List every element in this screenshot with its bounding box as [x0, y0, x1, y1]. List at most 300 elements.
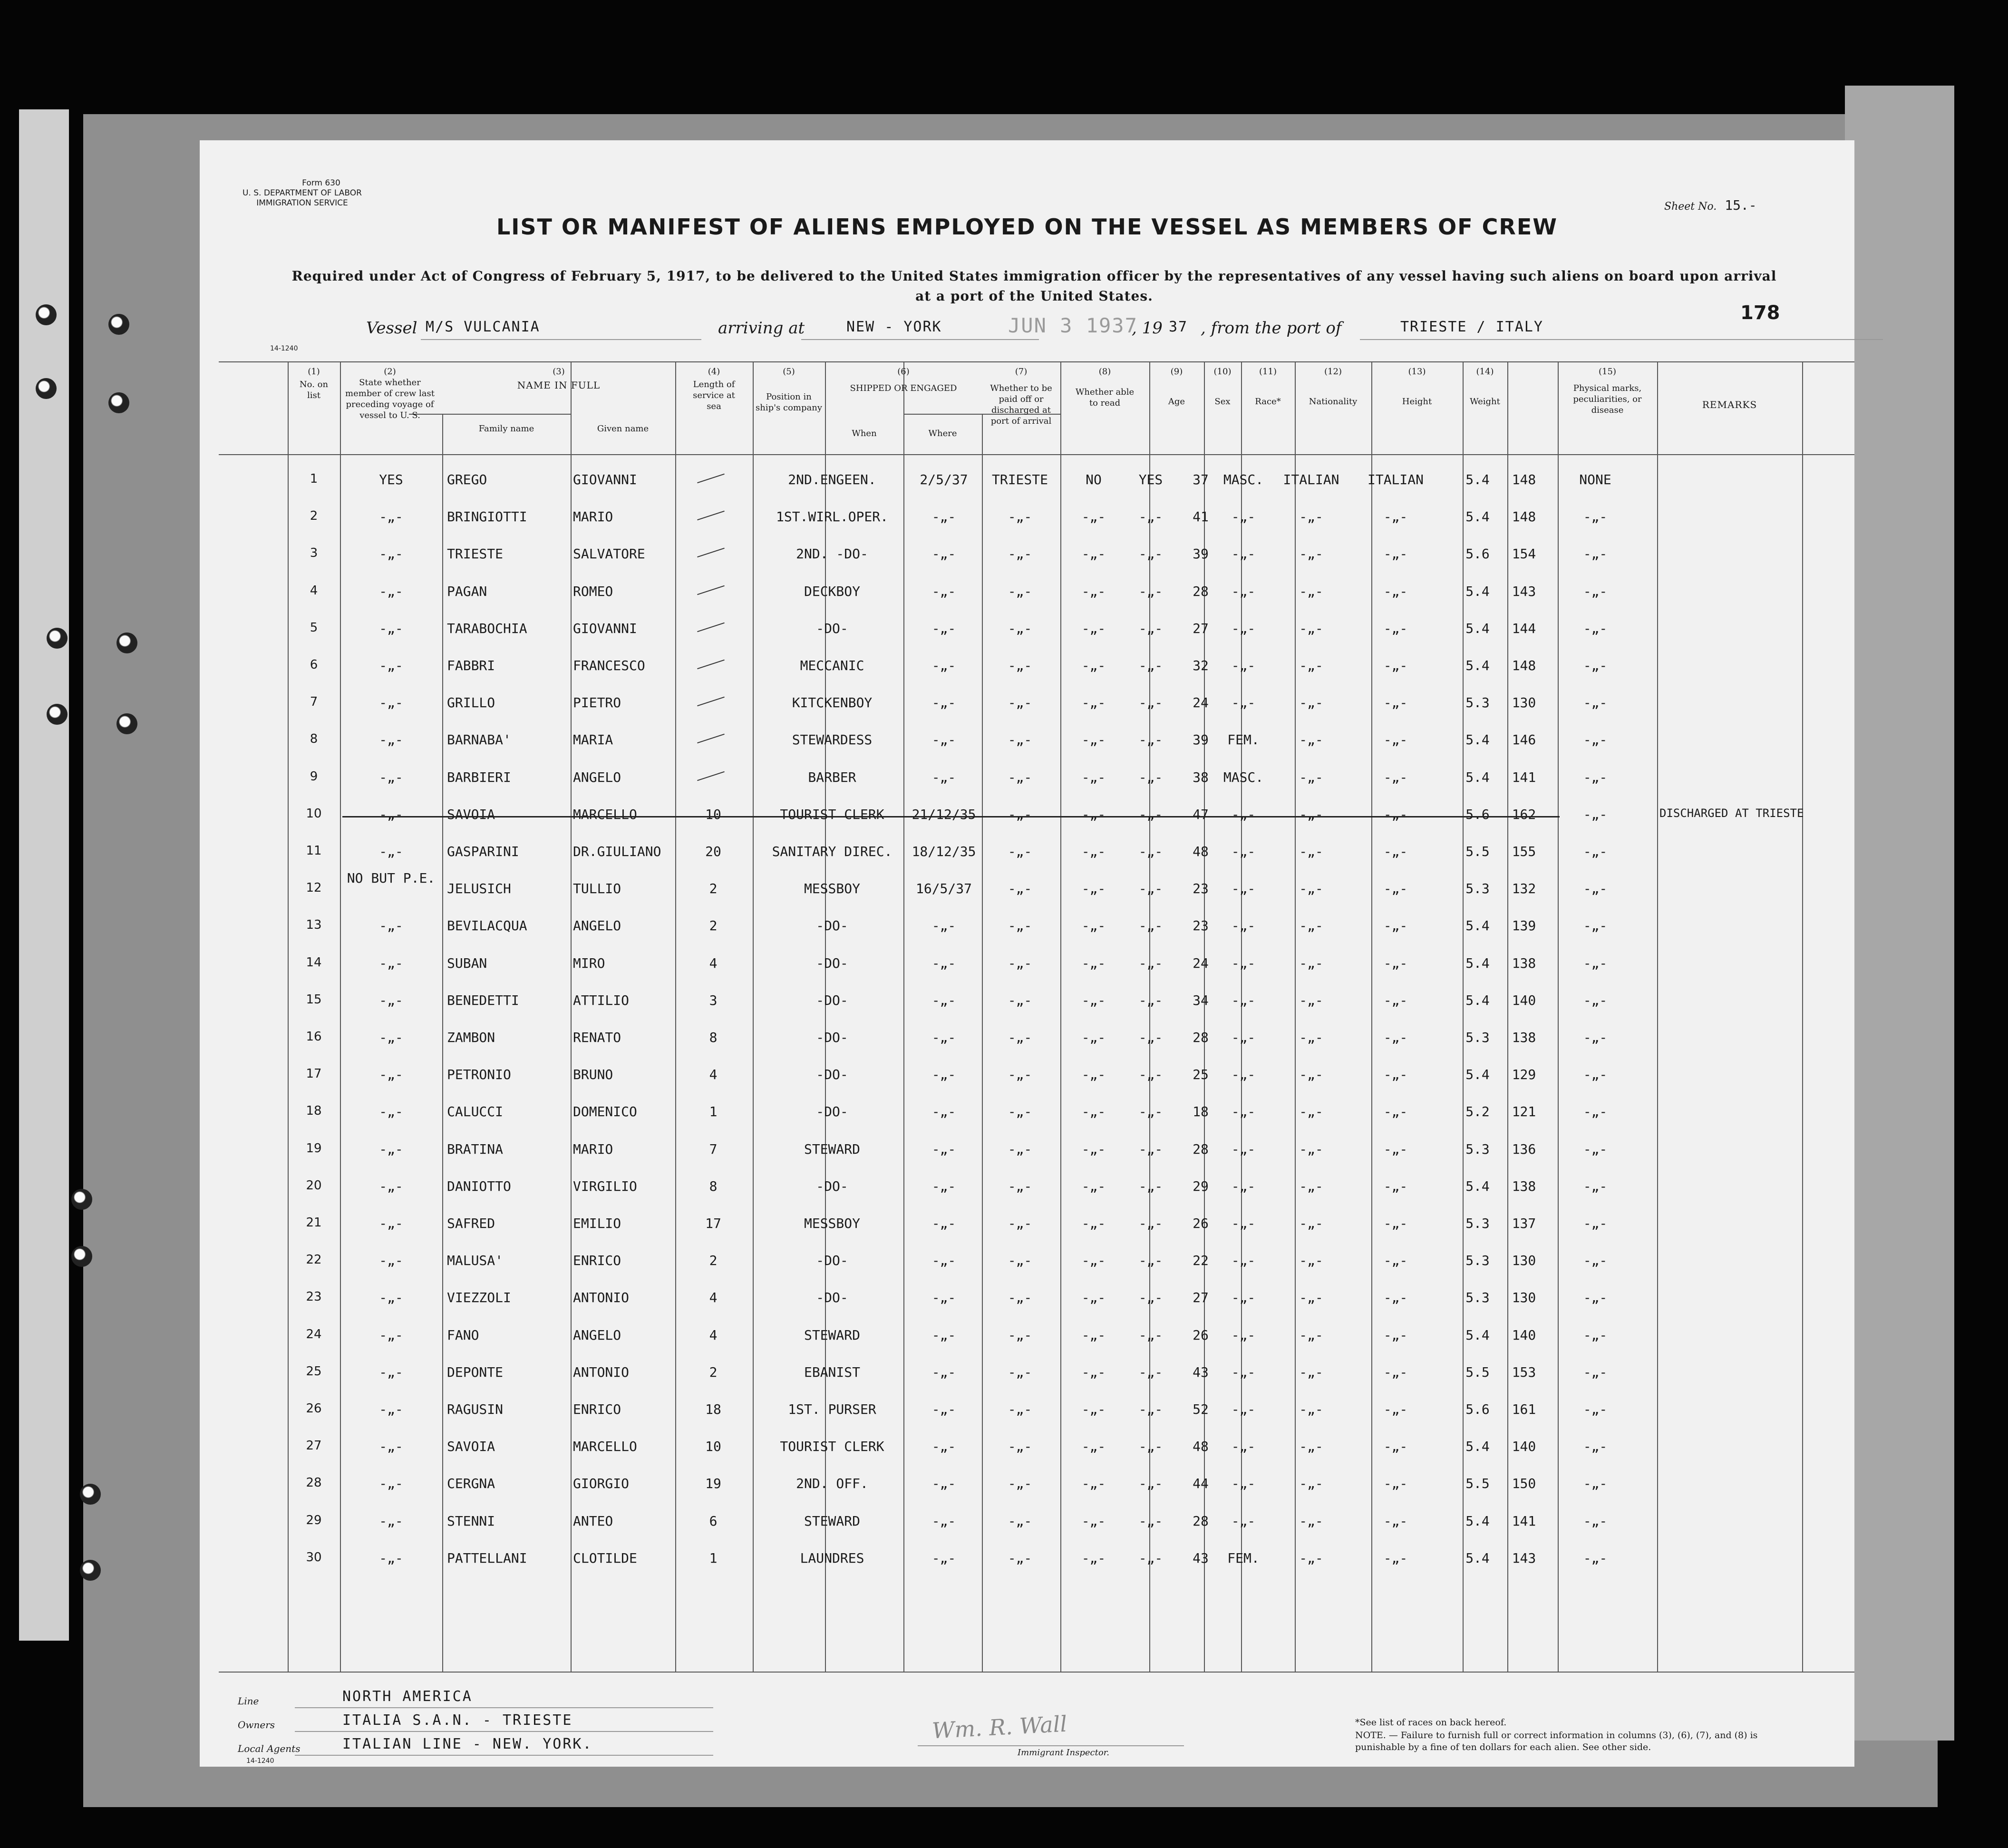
cell-marks: -„-: [1583, 918, 1608, 934]
family-name-header: Family name: [478, 424, 534, 434]
cell-position: -DO-: [816, 955, 848, 971]
cell-when: -„-: [931, 620, 956, 636]
cell-nat: -„-: [1383, 769, 1408, 785]
cell-when: -„-: [931, 955, 956, 971]
cell-age: 28: [1193, 1513, 1209, 1529]
cell-sex: -„-: [1231, 844, 1256, 859]
cell-sex: -„-: [1231, 918, 1256, 934]
cell-height: 5.5: [1465, 1476, 1490, 1492]
cell-age: 26: [1193, 1327, 1209, 1343]
cell-when: -„-: [931, 546, 956, 562]
cell-c2: -„-: [379, 1290, 403, 1306]
inspector-signature: Wm. R. Wall: [931, 1711, 1068, 1744]
agents-value: ITALIAN LINE - NEW. YORK.: [342, 1736, 593, 1752]
cell-when: -„-: [931, 918, 956, 934]
department-name: U. S. DEPARTMENT OF LABOR: [243, 188, 362, 198]
cell-weight: 140: [1512, 1327, 1536, 1343]
cell-no: 22: [306, 1253, 322, 1267]
cell-race: -„-: [1299, 769, 1323, 785]
penalty-note: NOTE. — Failure to furnish full or correct information in columns (3), (6), (7), and (8) is punishable by a fine of ten dollars for each alien. See other side.: [1355, 1730, 1758, 1752]
cell-nat: -„-: [1383, 732, 1408, 748]
cell-paid: -„-: [1081, 1253, 1106, 1269]
cell-marks: -„-: [1583, 732, 1608, 748]
cell-height: 5.4: [1465, 658, 1490, 673]
cell-c2: -„-: [379, 546, 403, 562]
cell-c2: -„-: [379, 620, 403, 636]
from-port-label: , from the port of: [1201, 319, 1342, 338]
check-mark: [697, 734, 725, 743]
cell-paid: -„-: [1081, 844, 1106, 859]
cell-when: 21/12/35: [912, 806, 976, 822]
cell-height: 5.4: [1465, 769, 1490, 785]
cell-c2: -„-: [379, 1104, 403, 1120]
cell-nat: ITALIAN: [1367, 472, 1424, 487]
col11-header: (11) Race*: [1255, 367, 1281, 407]
cell-family: JELUSICH: [447, 881, 511, 897]
cell-where: -„-: [1008, 1253, 1032, 1269]
cell-where: -„-: [1008, 769, 1032, 785]
cell-sex: -„-: [1231, 1216, 1256, 1231]
cell-nat: -„-: [1383, 918, 1408, 934]
cell-sex: -„-: [1231, 1253, 1256, 1269]
cell-race: -„-: [1299, 1178, 1323, 1194]
cell-given: PIETRO: [573, 695, 621, 711]
cell-family: SAVOIA: [447, 806, 495, 822]
cell-when: -„-: [931, 1104, 956, 1120]
cell-weight: 143: [1512, 583, 1536, 599]
cell-paid: -„-: [1081, 1364, 1106, 1380]
cell-service: 7: [709, 1141, 718, 1157]
cell-no: 13: [306, 918, 322, 933]
cell-sex: MASC.: [1223, 769, 1264, 785]
cell-no: 17: [306, 1067, 322, 1081]
cell-service: 4: [709, 1290, 718, 1306]
cell-where: -„-: [1008, 844, 1032, 859]
cell-where: -„-: [1008, 1030, 1032, 1045]
cell-no: 18: [306, 1104, 322, 1119]
cell-race: -„-: [1299, 1513, 1323, 1529]
cell-when: -„-: [931, 1253, 956, 1269]
cell-given: TULLIO: [573, 881, 621, 897]
line-label: Line: [238, 1695, 259, 1707]
cell-given: ENRICO: [573, 1401, 621, 1417]
form-code: 14-1240: [270, 345, 298, 352]
cell-c2: -„-: [379, 658, 403, 673]
cell-where: -„-: [1008, 732, 1032, 748]
cell-height: 5.4: [1465, 1513, 1490, 1529]
cell-height: 5.4: [1465, 1550, 1490, 1566]
cell-height: 5.4: [1465, 583, 1490, 599]
cell-no: 28: [306, 1476, 322, 1490]
cell-where: -„-: [1008, 695, 1032, 711]
cell-no: 24: [306, 1327, 322, 1342]
cell-paid: -„-: [1081, 955, 1106, 971]
cell-where: -„-: [1008, 620, 1032, 636]
cell-weight: 150: [1512, 1476, 1536, 1492]
cell-age: 37: [1193, 472, 1209, 487]
cell-nat: -„-: [1383, 546, 1408, 562]
cell-race: -„-: [1299, 1030, 1323, 1045]
cell-paid: -„-: [1081, 1439, 1106, 1455]
cell-age: 39: [1193, 546, 1209, 562]
cell-when: 18/12/35: [912, 844, 976, 859]
cell-nat: -„-: [1383, 1364, 1408, 1380]
check-mark: [697, 697, 725, 706]
line-value: NORTH AMERICA: [342, 1688, 473, 1705]
cell-race: -„-: [1299, 1476, 1323, 1492]
cell-no: 5: [310, 620, 318, 635]
cell-where: -„-: [1008, 658, 1032, 673]
cell-given: MIRO: [573, 955, 605, 971]
cell-c2: -„-: [379, 1253, 403, 1269]
cell-sex: -„-: [1231, 992, 1256, 1008]
cell-family: ZAMBON: [447, 1030, 495, 1045]
cell-given: ANTONIO: [573, 1364, 630, 1380]
cell-read: -„-: [1138, 1141, 1163, 1157]
cell-sex: -„-: [1231, 583, 1256, 599]
cell-no: 4: [310, 583, 318, 598]
cell-when: -„-: [931, 658, 956, 673]
cell-paid: NO: [1086, 472, 1102, 487]
cell-nat: -„-: [1383, 1439, 1408, 1455]
cell-age: 41: [1193, 509, 1209, 525]
cell-family: PATTELLANI: [447, 1550, 527, 1566]
cell-family: GASPARINI: [447, 844, 519, 859]
cell-no: 21: [306, 1216, 322, 1230]
cell-where: -„-: [1008, 1476, 1032, 1492]
cell-where: -„-: [1008, 1216, 1032, 1231]
cell-nat: -„-: [1383, 1141, 1408, 1157]
cell-service: 3: [709, 992, 718, 1008]
check-mark: [697, 548, 725, 557]
cell-where: -„-: [1008, 1513, 1032, 1529]
cell-position: -DO-: [816, 620, 848, 636]
page-subtitle: Required under Act of Congress of February 5, 1917, to be delivered to the United States immigration officer by the representatives of any vessel having such aliens on board upon arrival at a port of the United States.: [291, 268, 1777, 304]
owners-value: ITALIA S.A.N. - TRIESTE: [342, 1712, 573, 1729]
cell-c2: -„-: [379, 695, 403, 711]
cell-marks: -„-: [1583, 1550, 1608, 1566]
cell-height: 5.4: [1465, 1327, 1490, 1343]
cell-service: 4: [709, 1327, 718, 1343]
cell-nat: -„-: [1383, 620, 1408, 636]
cell-race: -„-: [1299, 844, 1323, 859]
cell-read: -„-: [1138, 1178, 1163, 1194]
cell-no: 29: [306, 1513, 322, 1527]
cell-race: -„-: [1299, 1327, 1323, 1343]
punch-hole: [71, 1246, 92, 1267]
cell-marks: -„-: [1583, 1290, 1608, 1306]
cell-no: 19: [306, 1141, 322, 1156]
cell-c2: -„-: [379, 732, 403, 748]
cell-marks: -„-: [1583, 546, 1608, 562]
arriving-label: arriving at: [718, 319, 805, 338]
cell-family: TRIESTE: [447, 546, 504, 562]
cell-age: 28: [1193, 1141, 1209, 1157]
col1-header: (1) No. on list: [299, 367, 329, 400]
cell-weight: 148: [1512, 658, 1536, 673]
cell-nat: -„-: [1383, 1327, 1408, 1343]
cell-age: 48: [1193, 1439, 1209, 1455]
cell-where: -„-: [1008, 1104, 1032, 1120]
cell-race: -„-: [1299, 806, 1323, 822]
cell-sex: -„-: [1231, 1327, 1256, 1343]
cell-where: TRIESTE: [991, 472, 1048, 487]
cell-height: 5.3: [1465, 1253, 1490, 1269]
cell-sex: -„-: [1231, 658, 1256, 673]
cell-read: -„-: [1138, 658, 1163, 673]
cell-nat: -„-: [1383, 955, 1408, 971]
cell-age: 25: [1193, 1067, 1209, 1083]
cell-no: 30: [306, 1550, 322, 1565]
cell-weight: 138: [1512, 1030, 1536, 1045]
cell-age: 39: [1193, 732, 1209, 748]
punch-hole: [108, 314, 129, 335]
cell-c2: -„-: [379, 844, 403, 859]
punch-hole: [116, 713, 137, 734]
cell-marks: -„-: [1583, 844, 1608, 859]
cell-position: STEWARD: [804, 1141, 860, 1157]
cell-marks: -„-: [1583, 1327, 1608, 1343]
cell-paid: -„-: [1081, 918, 1106, 934]
cell-nat: -„-: [1383, 1476, 1408, 1492]
cell-given: ANGELO: [573, 769, 621, 785]
cell-given: MARIO: [573, 1141, 613, 1157]
cell-when: -„-: [931, 1401, 956, 1417]
cell-read: -„-: [1138, 1513, 1163, 1529]
cell-remarks: DISCHARGED AT TRIESTE: [1659, 806, 1804, 820]
cell-paid: -„-: [1081, 1327, 1106, 1343]
cell-service: 2: [709, 1253, 718, 1269]
cell-read: YES: [1138, 472, 1163, 487]
cell-read: -„-: [1138, 1327, 1163, 1343]
cell-no: 8: [310, 732, 318, 747]
cell-read: -„-: [1138, 1476, 1163, 1492]
cell-race: ITALIAN: [1283, 472, 1339, 487]
cell-read: -„-: [1138, 620, 1163, 636]
cell-marks: -„-: [1583, 1067, 1608, 1083]
cell-given: ROMEO: [573, 583, 613, 599]
cell-nat: -„-: [1383, 881, 1408, 897]
cell-no: 2: [310, 509, 318, 524]
cell-position: MESSBOY: [804, 1216, 860, 1231]
cell-weight: 138: [1512, 1178, 1536, 1194]
cell-where: -„-: [1008, 1290, 1032, 1306]
cell-c2: NO BUT P.E.: [347, 870, 436, 886]
vessel-name: M/S VULCANIA: [426, 319, 540, 335]
cell-height: 5.2: [1465, 1104, 1490, 1120]
cell-height: 5.3: [1465, 695, 1490, 711]
races-note: *See list of races on back hereof.: [1355, 1717, 1507, 1728]
cell-where: -„-: [1008, 881, 1032, 897]
cell-where: -„-: [1008, 1178, 1032, 1194]
cell-given: RENATO: [573, 1030, 621, 1045]
date-stamp: JUN 3 1937: [1008, 314, 1138, 337]
sheet-label: Sheet No.: [1664, 201, 1717, 213]
cell-sex: FEM.: [1227, 732, 1260, 748]
cell-race: -„-: [1299, 695, 1323, 711]
check-mark: [697, 622, 725, 632]
cell-paid: -„-: [1081, 732, 1106, 748]
cell-read: -„-: [1138, 1401, 1163, 1417]
cell-no: 27: [306, 1439, 322, 1453]
cell-nat: -„-: [1383, 1104, 1408, 1120]
cell-marks: -„-: [1583, 881, 1608, 897]
cell-race: -„-: [1299, 992, 1323, 1008]
cell-weight: 148: [1512, 509, 1536, 525]
cell-marks: -„-: [1583, 509, 1608, 525]
cell-weight: 121: [1512, 1104, 1536, 1120]
cell-read: -„-: [1138, 955, 1163, 971]
cell-c2: -„-: [379, 1401, 403, 1417]
cell-family: SAVOIA: [447, 1439, 495, 1455]
cell-weight: 139: [1512, 918, 1536, 934]
cell-c2: -„-: [379, 1513, 403, 1529]
cell-weight: 148: [1512, 472, 1536, 487]
where-header: Where: [928, 428, 957, 438]
cell-position: -DO-: [816, 992, 848, 1008]
cell-given: MARIO: [573, 509, 613, 525]
cell-given: ANGELO: [573, 1327, 621, 1343]
cell-c2: -„-: [379, 1476, 403, 1492]
cell-read: -„-: [1138, 844, 1163, 859]
cell-height: 5.4: [1465, 992, 1490, 1008]
cell-nat: -„-: [1383, 1550, 1408, 1566]
cell-when: -„-: [931, 769, 956, 785]
cell-age: 34: [1193, 992, 1209, 1008]
col13-header: (13) Height: [1402, 367, 1432, 407]
punch-hole: [71, 1189, 92, 1210]
cell-when: -„-: [931, 1030, 956, 1045]
form-header: [243, 178, 362, 208]
cell-where: -„-: [1008, 806, 1032, 822]
cell-service: 20: [705, 844, 721, 859]
cell-where: -„-: [1008, 1067, 1032, 1083]
cell-given: FRANCESCO: [573, 658, 645, 673]
cell-position: EBANIST: [804, 1364, 860, 1380]
col2-header: (2) State whether member of crew last preceding voyage of vessel to U. S.: [345, 367, 435, 420]
col7-header: (7) Whether to be paid off or discharged at port of arrival: [990, 367, 1052, 426]
cell-given: ENRICO: [573, 1253, 621, 1269]
cell-no: 1: [310, 472, 318, 486]
departure-port: TRIESTE / ITALY: [1400, 319, 1543, 335]
cell-c2: -„-: [379, 1439, 403, 1455]
cell-marks: -„-: [1583, 695, 1608, 711]
cell-position: 2ND.ENGEEN.: [788, 472, 876, 487]
cell-position: STEWARD: [804, 1513, 860, 1529]
page-title: LIST OR MANIFEST OF ALIENS EMPLOYED ON THE VESSEL AS MEMBERS OF CREW: [496, 214, 1558, 240]
cell-sex: -„-: [1231, 1178, 1256, 1194]
cell-age: 48: [1193, 844, 1209, 859]
cell-age: 28: [1193, 1030, 1209, 1045]
cell-height: 5.4: [1465, 509, 1490, 525]
cell-no: 6: [310, 658, 318, 672]
cell-when: -„-: [931, 1178, 956, 1194]
cell-race: -„-: [1299, 1141, 1323, 1157]
cell-read: -„-: [1138, 918, 1163, 934]
cell-service: 2: [709, 1364, 718, 1380]
cell-when: -„-: [931, 1364, 956, 1380]
cell-position: STEWARDESS: [792, 732, 873, 748]
cell-height: 5.6: [1465, 546, 1490, 562]
cell-no: 15: [306, 992, 322, 1007]
cell-marks: -„-: [1583, 1476, 1608, 1492]
cell-given: MARCELLO: [573, 806, 637, 822]
cell-read: -„-: [1138, 769, 1163, 785]
cell-family: CALUCCI: [447, 1104, 504, 1120]
cell-height: 5.5: [1465, 1364, 1490, 1380]
cell-weight: 154: [1512, 546, 1536, 562]
cell-marks: -„-: [1583, 1178, 1608, 1194]
cell-no: 11: [306, 844, 322, 858]
cell-position: TOURIST CLERK: [780, 1439, 884, 1455]
cell-c2: -„-: [379, 918, 403, 934]
cell-c2: -„-: [379, 769, 403, 785]
cell-where: -„-: [1008, 1364, 1032, 1380]
cell-height: 5.4: [1465, 620, 1490, 636]
cell-marks: NONE: [1579, 472, 1611, 487]
cell-c2: -„-: [379, 1550, 403, 1566]
cell-marks: -„-: [1583, 1216, 1608, 1231]
cell-paid: -„-: [1081, 1141, 1106, 1157]
cell-weight: 129: [1512, 1067, 1536, 1083]
col8-header: (8) Whether able to read: [1075, 367, 1135, 408]
col9-header: (9) Age: [1168, 367, 1185, 407]
cell-nat: -„-: [1383, 992, 1408, 1008]
cell-race: -„-: [1299, 955, 1323, 971]
cell-c2: YES: [379, 472, 403, 487]
cell-family: STENNI: [447, 1513, 495, 1529]
check-mark: [697, 474, 725, 483]
cell-paid: -„-: [1081, 881, 1106, 897]
cell-nat: -„-: [1383, 1253, 1408, 1269]
cell-where: -„-: [1008, 509, 1032, 525]
cell-marks: -„-: [1583, 1253, 1608, 1269]
cell-height: 5.3: [1465, 1290, 1490, 1306]
cell-family: BRINGIOTTI: [447, 509, 527, 525]
cell-nat: -„-: [1383, 583, 1408, 599]
cell-position: -DO-: [816, 1067, 848, 1083]
cell-weight: 130: [1512, 1290, 1536, 1306]
cell-family: BARBIERI: [447, 769, 511, 785]
cell-no: 14: [306, 955, 322, 970]
cell-c2: -„-: [379, 583, 403, 599]
cell-marks: -„-: [1583, 620, 1608, 636]
cell-no: 16: [306, 1030, 322, 1044]
sheet-number: [1664, 197, 1757, 213]
cell-position: -DO-: [816, 1104, 848, 1120]
cell-given: BRUNO: [573, 1067, 613, 1083]
cell-no: 3: [310, 546, 318, 561]
cell-when: -„-: [931, 1327, 956, 1343]
sheet-value: 15.-: [1725, 197, 1757, 213]
cell-weight: 136: [1512, 1141, 1536, 1157]
cell-given: VIRGILIO: [573, 1178, 637, 1194]
cell-age: 24: [1193, 955, 1209, 971]
col3-header: (3) NAME IN FULL: [517, 367, 601, 391]
cell-height: 5.6: [1465, 806, 1490, 822]
cell-age: 43: [1193, 1364, 1209, 1380]
cell-family: BENEDETTI: [447, 992, 519, 1008]
cell-age: 27: [1193, 1290, 1209, 1306]
cell-sex: -„-: [1231, 1401, 1256, 1417]
cell-age: 27: [1193, 620, 1209, 636]
cell-given: ANTEO: [573, 1513, 613, 1529]
cell-service: 4: [709, 955, 718, 971]
cell-age: 38: [1193, 769, 1209, 785]
cell-c2: -„-: [379, 1364, 403, 1380]
cell-marks: -„-: [1583, 1364, 1608, 1380]
punch-hole: [47, 628, 68, 649]
